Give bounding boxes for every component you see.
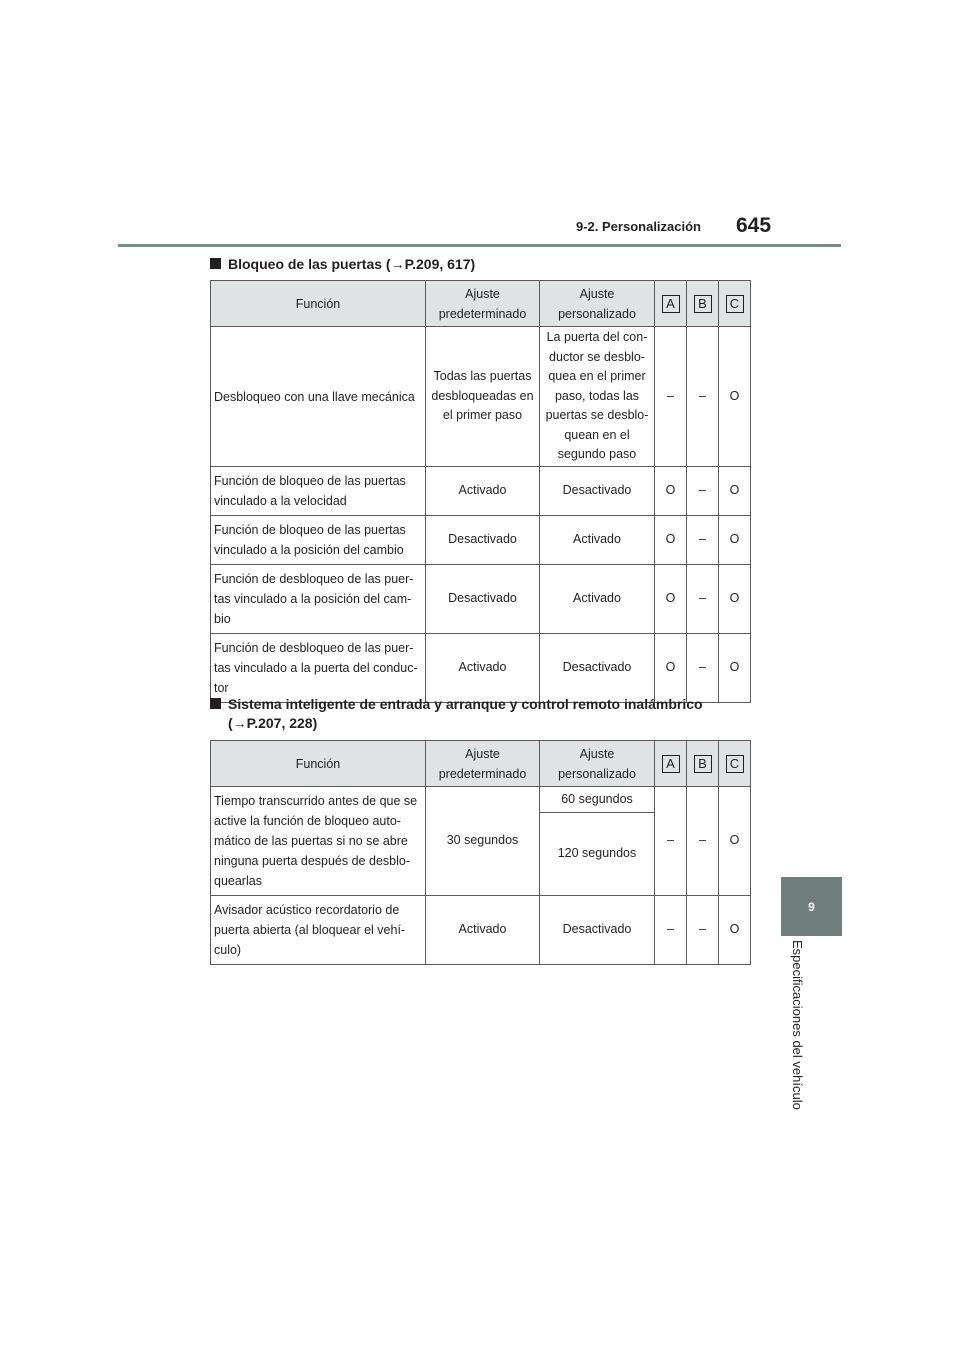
cell-funcion: Función de desbloqueo de las puer- tas vinculado a la puerta del conduc- tor bbox=[211, 634, 426, 703]
bullet-square-icon bbox=[210, 698, 221, 709]
section1-title-text: Bloqueo de las puertas (→P.209, 617) bbox=[228, 256, 476, 272]
cell-b: – bbox=[687, 565, 719, 634]
cell-funcion: Función de desbloqueo de las puer- tas vinculado a la posición del cam- bio bbox=[211, 565, 426, 634]
col-a bbox=[655, 741, 687, 787]
cell-a: – bbox=[655, 787, 687, 896]
cell-a: – bbox=[655, 896, 687, 965]
cell-predeterminado: Activado bbox=[426, 634, 540, 703]
cell-c: O bbox=[719, 467, 751, 516]
cell-c: O bbox=[719, 896, 751, 965]
cell-personalizado: 60 segundos bbox=[540, 787, 655, 813]
col-b bbox=[687, 281, 719, 327]
cell-predeterminado: Activado bbox=[426, 467, 540, 516]
table-header-row bbox=[211, 281, 751, 327]
cell-predeterminado: Todas las puertas desbloqueadas en el primer paso bbox=[426, 327, 540, 467]
cell-a: O bbox=[655, 634, 687, 703]
table-row bbox=[211, 787, 751, 813]
keyless-entry-table bbox=[210, 740, 751, 965]
section-header: 9-2. Personalización bbox=[576, 219, 701, 234]
cell-b: – bbox=[687, 896, 719, 965]
cell-predeterminado: Desactivado bbox=[426, 516, 540, 565]
col-b-label: B bbox=[694, 295, 712, 313]
cell-personalizado: Desactivado bbox=[540, 634, 655, 703]
cell-funcion: Función de bloqueo de las puertas vinculado a la velocidad bbox=[211, 467, 426, 516]
cell-c: O bbox=[719, 327, 751, 467]
col-personalizado: Ajuste personalizado bbox=[540, 741, 655, 787]
cell-a: O bbox=[655, 565, 687, 634]
cell-personalizado: 120 segundos bbox=[540, 813, 655, 896]
cell-c: O bbox=[719, 634, 751, 703]
table-header-row bbox=[211, 741, 751, 787]
cell-b: – bbox=[687, 327, 719, 467]
col-a-label: A bbox=[662, 755, 680, 773]
bullet-square-icon bbox=[210, 258, 221, 269]
cell-personalizado: Activado bbox=[540, 516, 655, 565]
col-predeterminado: Ajuste predeterminado bbox=[426, 281, 540, 327]
col-predeterminado: Ajuste predeterminado bbox=[426, 741, 540, 787]
col-personalizado: Ajuste personalizado bbox=[540, 281, 655, 327]
chapter-label: Especificaciones del vehículo bbox=[790, 940, 805, 1110]
cell-personalizado: Desactivado bbox=[540, 896, 655, 965]
cell-predeterminado: Desactivado bbox=[426, 565, 540, 634]
cell-funcion: Desbloqueo con una llave mecánica bbox=[211, 327, 426, 467]
header-divider bbox=[118, 244, 841, 247]
table-row bbox=[211, 565, 751, 634]
door-lock-table bbox=[210, 280, 751, 703]
table-row bbox=[211, 896, 751, 965]
cell-funcion: Tiempo transcurrido antes de que se active la función de bloqueo auto- mático de las puertas si no se abre ninguna puerta después de desblo- quearlas bbox=[211, 787, 426, 896]
table-row bbox=[211, 467, 751, 516]
col-c-label: C bbox=[726, 295, 744, 313]
cell-c: O bbox=[719, 565, 751, 634]
cell-a: O bbox=[655, 467, 687, 516]
table-row bbox=[211, 327, 751, 467]
col-c-label: C bbox=[726, 755, 744, 773]
col-b bbox=[687, 741, 719, 787]
section2-title bbox=[210, 695, 703, 733]
cell-personalizado: La puerta del con- ductor se desblo- quea en el primer paso, todas las puertas se desblo- quean en el segundo paso bbox=[540, 327, 655, 467]
section2-title-line2: (→P.207, 228) bbox=[228, 715, 318, 731]
cell-funcion: Avisador acústico recordatorio de puerta abierta (al bloquear el vehí- culo) bbox=[211, 896, 426, 965]
cell-b: – bbox=[687, 787, 719, 896]
col-b-label: B bbox=[694, 755, 712, 773]
page-number: 645 bbox=[736, 214, 772, 237]
cell-b: – bbox=[687, 467, 719, 516]
cell-b: – bbox=[687, 516, 719, 565]
cell-personalizado: Desactivado bbox=[540, 467, 655, 516]
cell-predeterminado: 30 segundos bbox=[426, 787, 540, 896]
col-funcion: Función bbox=[211, 741, 426, 787]
section2-title-line1: Sistema inteligente de entrada y arranque y control remoto inalámbrico bbox=[228, 696, 703, 712]
cell-b: – bbox=[687, 634, 719, 703]
cell-c: O bbox=[719, 787, 751, 896]
section1-title bbox=[210, 255, 475, 274]
chapter-number: 9 bbox=[808, 899, 815, 914]
col-funcion: Función bbox=[211, 281, 426, 327]
cell-predeterminado: Activado bbox=[426, 896, 540, 965]
col-a bbox=[655, 281, 687, 327]
cell-c: O bbox=[719, 516, 751, 565]
col-c bbox=[719, 281, 751, 327]
col-a-label: A bbox=[662, 295, 680, 313]
cell-a: O bbox=[655, 516, 687, 565]
chapter-tab[interactable] bbox=[781, 877, 842, 936]
col-c bbox=[719, 741, 751, 787]
table-row bbox=[211, 516, 751, 565]
cell-a: – bbox=[655, 327, 687, 467]
table-row bbox=[211, 634, 751, 703]
cell-funcion: Función de bloqueo de las puertas vinculado a la posición del cambio bbox=[211, 516, 426, 565]
cell-personalizado: Activado bbox=[540, 565, 655, 634]
